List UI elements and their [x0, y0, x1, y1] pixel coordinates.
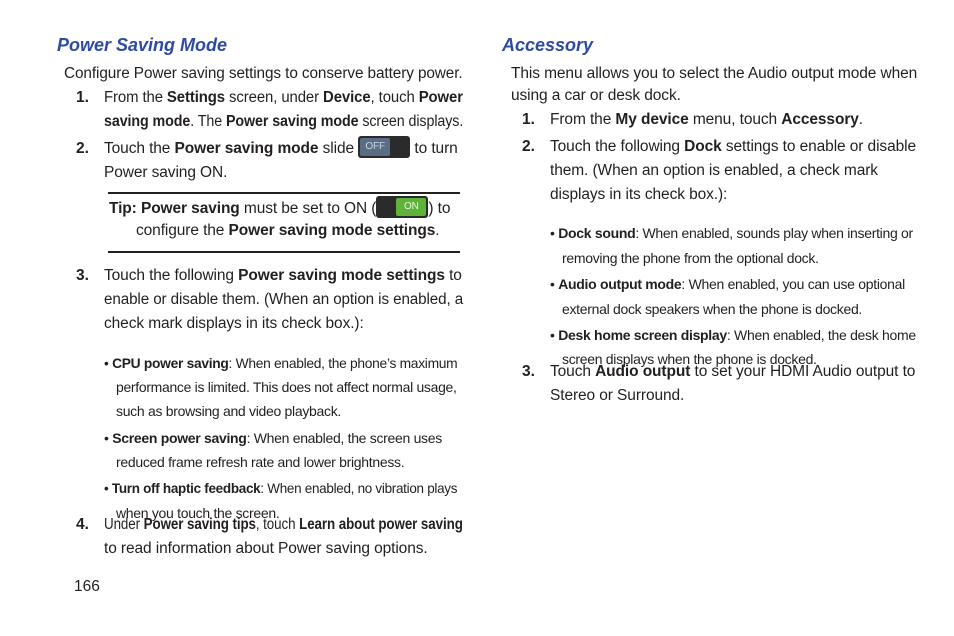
step-number: 2. — [522, 138, 535, 155]
step-number: 2. — [76, 140, 89, 157]
step-number: 4. — [76, 516, 89, 533]
step-text: enable or disable them. (When an option is enabled, a — [104, 291, 464, 308]
step-number: 3. — [76, 267, 89, 284]
step-text: them. (When an option is enabled, a check mark — [550, 162, 878, 179]
power-saving-toggle-on[interactable]: ON — [376, 196, 428, 218]
power-saving-toggle-off[interactable]: OFF — [358, 136, 410, 158]
power-saving-heading: Power Saving Mode — [57, 35, 228, 55]
step-number: 1. — [522, 111, 535, 128]
step-text: Touch Audio output to set your HDMI Audio output to — [550, 363, 916, 380]
step-number: 3. — [522, 363, 535, 380]
power-saving-intro: Configure Power saving settings to conserve battery power. — [64, 65, 463, 82]
list-item: • CPU power saving: When enabled, the phone’s maximum — [104, 355, 458, 371]
step-number: 1. — [76, 89, 89, 106]
accessory-intro: This menu allows you to select the Audio output mode when — [511, 65, 918, 82]
tip-text: configure the Power saving mode settings. — [136, 222, 440, 239]
step-text: saving mode. The Power saving mode screen displays. — [104, 113, 464, 130]
list-item: screen displays when the phone is docked. — [562, 351, 817, 367]
step-text: displays in its check box.): — [550, 186, 728, 203]
page-number: 166 — [74, 578, 100, 595]
accessory-heading: Accessory — [502, 35, 594, 55]
list-item: such as browsing and video playback. — [116, 403, 342, 419]
step-text: Under Power saving tips, touch Learn about power saving — [104, 516, 463, 533]
list-item: removing the phone from the optional dock. — [562, 250, 819, 266]
tip-text: Tip: Power saving must be set to ON ( ON ) to — [109, 197, 450, 221]
list-item: • Dock sound: When enabled, sounds play when inserting or — [550, 225, 913, 241]
accessory-intro: using a car or desk dock. — [511, 87, 681, 104]
step-text: Stereo or Surround. — [550, 387, 685, 404]
step-text: From the Settings screen, under Device, touch Power — [104, 89, 463, 106]
list-item: • Turn off haptic feedback: When enabled, no vibration plays — [104, 480, 458, 496]
step-text: to read information about Power saving options. — [104, 540, 428, 557]
list-item: when you touch the screen. — [116, 505, 280, 521]
list-item: • Audio output mode: When enabled, you can use optional — [550, 276, 905, 292]
step-text: Touch the following Power saving mode settings to — [104, 267, 462, 284]
step-text: Touch the following Dock settings to enable or disable — [550, 138, 916, 155]
step-text: Power saving ON. — [104, 164, 228, 181]
step-text: check mark displays in its check box.): — [104, 315, 364, 332]
list-item: • Desk home screen display: When enabled, the desk home — [550, 327, 916, 343]
list-item: reduced frame refresh rate and lower brightness. — [116, 454, 405, 470]
list-item: • Screen power saving: When enabled, the screen uses — [104, 430, 442, 446]
step-text: From the My device menu, touch Accessory. — [550, 111, 863, 128]
list-item: performance is limited. This does not affect normal usage, — [116, 379, 457, 395]
step-text: Touch the Power saving mode slide OFF to turn — [104, 137, 458, 161]
list-item: external dock speakers when the phone is docked. — [562, 301, 863, 317]
